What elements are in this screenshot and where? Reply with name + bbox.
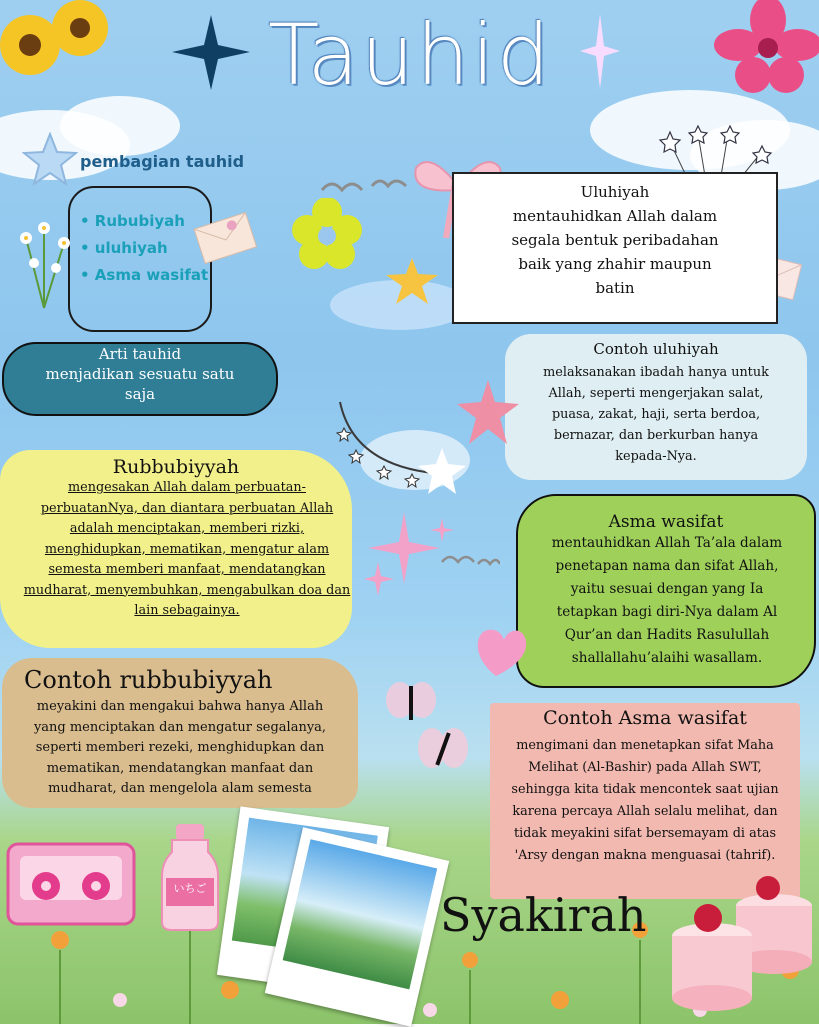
uluhiyah-line: segala bentuk peribadahan: [511, 231, 719, 249]
arti-line: saja: [124, 385, 156, 403]
arti-line: menjadikan sesuatu satu: [45, 365, 235, 383]
rubbubiyyah-box: [0, 450, 352, 648]
pink-flower-icon: [708, 0, 819, 95]
daisy-bouquet-icon: [14, 218, 74, 310]
uluhiyah-line: batin: [595, 279, 635, 297]
contoh-uluhiyah-line: bernazar, dan berkurban hanya: [553, 428, 759, 443]
contoh-asma-wasifat-line: tidak meyakini sifat bersemayam di atas: [513, 826, 777, 841]
heart-icon: [472, 620, 544, 682]
asma-wasifat-line: penetapan nama dan sifat Allah,: [555, 558, 779, 574]
contoh-uluhiyah-line: puasa, zakat, haji, serta berdoa,: [551, 407, 761, 422]
asma-wasifat-box: [516, 494, 816, 688]
rubbubiyyah-line: perbuatanNya, dan diantara perbuatan Allah: [40, 500, 334, 516]
uluhiyah-line: mentauhidkan Allah dalam: [512, 207, 718, 225]
birds-icon: [440, 546, 500, 570]
asma-wasifat-line: tetapkan bagi diri-Nya dalam Al: [556, 604, 778, 620]
contoh-uluhiyah-heading: Contoh uluhiyah: [593, 340, 719, 358]
arti-tauhid-box: [2, 342, 278, 416]
uluhiyah-box: [452, 172, 778, 324]
contoh-rubbubiyyah-line: seperti memberi rezeki, menghidupkan dan: [35, 740, 325, 755]
contoh-uluhiyah-line: Allah, seperti mengerjakan salat,: [548, 386, 764, 401]
yellow-flower-icon: [292, 198, 362, 272]
signature: Syakirah: [440, 888, 647, 942]
contoh-asma-wasifat-heading: Contoh Asma wasifat: [543, 707, 747, 729]
rubbubiyyah-line: semesta memberi manfaat, mendatangkan: [48, 562, 326, 577]
list-item: • Rububiyah: [80, 212, 185, 230]
uluhiyah-line: Uluhiyah: [580, 183, 650, 201]
rubbubiyyah-line: menghidupkan, mematikan, mengatur alam: [44, 541, 330, 557]
contoh-uluhiyah-line: kepada-Nya.: [615, 449, 697, 464]
contoh-rubbubiyyah-line: mudharat, dan mengelola alam semesta: [48, 781, 312, 796]
contoh-asma-wasifat-line: karena percaya Allah selalu melihat, dan: [512, 804, 778, 819]
list-item: • uluhiyah: [80, 239, 168, 257]
bottle-label: いちご: [173, 882, 207, 895]
contoh-rubbubiyyah-box: [2, 658, 358, 808]
contoh-uluhiyah-box: [505, 334, 807, 480]
contoh-rubbubiyyah-line: yang menciptakan dan mengatur segalanya,: [33, 719, 327, 735]
rubbubiyyah-line: mudharat, menyembuhkan, mengabulkan doa dan: [23, 582, 351, 598]
contoh-uluhiyah-line: melaksanakan ibadah hanya untuk: [543, 365, 769, 380]
asma-wasifat-line: shallallahu’alaihi wasallam.: [571, 650, 763, 666]
uluhiyah-line: baik yang zhahir maupun: [518, 255, 712, 273]
cloud: [60, 96, 180, 156]
birds-icon: [320, 170, 410, 200]
rubbubiyyah-heading: Rubbubiyyah: [112, 456, 240, 478]
contoh-rubbubiyyah-line: meyakini dan mengakui bahwa hanya Allah: [36, 699, 324, 714]
milk-bottle-icon: [158, 822, 222, 932]
contoh-asma-wasifat-line: 'Arsy dengan makna menguasai (tahrif).: [514, 848, 776, 863]
contoh-rubbubiyyah-line: mematikan, mendatangkan manfaat dan: [46, 760, 314, 776]
cassette-icon: [6, 836, 138, 932]
cake-icon: [664, 876, 819, 1024]
asma-wasifat-line: Qur’an dan Hadits Rasulullah: [564, 627, 770, 643]
asma-wasifat-line: mentauhidkan Allah Ta’ala dalam: [551, 535, 783, 551]
star-icon: [384, 256, 440, 306]
butterfly-icon: [416, 720, 470, 780]
contoh-asma-wasifat-line: Melihat (Al-Bashir) pada Allah SWT,: [528, 760, 762, 775]
contoh-asma-wasifat-line: mengimani dan menetapkan sifat Maha: [516, 738, 774, 753]
rubbubiyyah-line: adalah menciptakan, memberi rizki,: [69, 521, 305, 536]
asma-wasifat-heading: Asma wasifat: [608, 512, 724, 532]
page-title: Tauhid: [267, 6, 552, 104]
rubbubiyyah-line: lain sebagainya.: [134, 603, 240, 618]
star-icon: [22, 132, 78, 186]
envelope-icon: [190, 206, 260, 268]
asma-wasifat-line: yaitu sesuai dengan yang Ia: [570, 581, 764, 597]
contoh-asma-wasifat-line: sehingga kita tidak mencontek saat ujian: [511, 782, 779, 797]
sunflower-icon: [0, 0, 130, 90]
contoh-rubbubiyyah-heading: Contoh rubbubiyyah: [24, 666, 273, 694]
arti-line: Arti tauhid: [98, 345, 182, 363]
pembagian-heading: pembagian tauhid: [80, 152, 245, 171]
rubbubiyyah-line: mengesakan Allah dalam perbuatan-: [68, 480, 306, 495]
list-item: • Asma wasifat: [80, 266, 209, 284]
